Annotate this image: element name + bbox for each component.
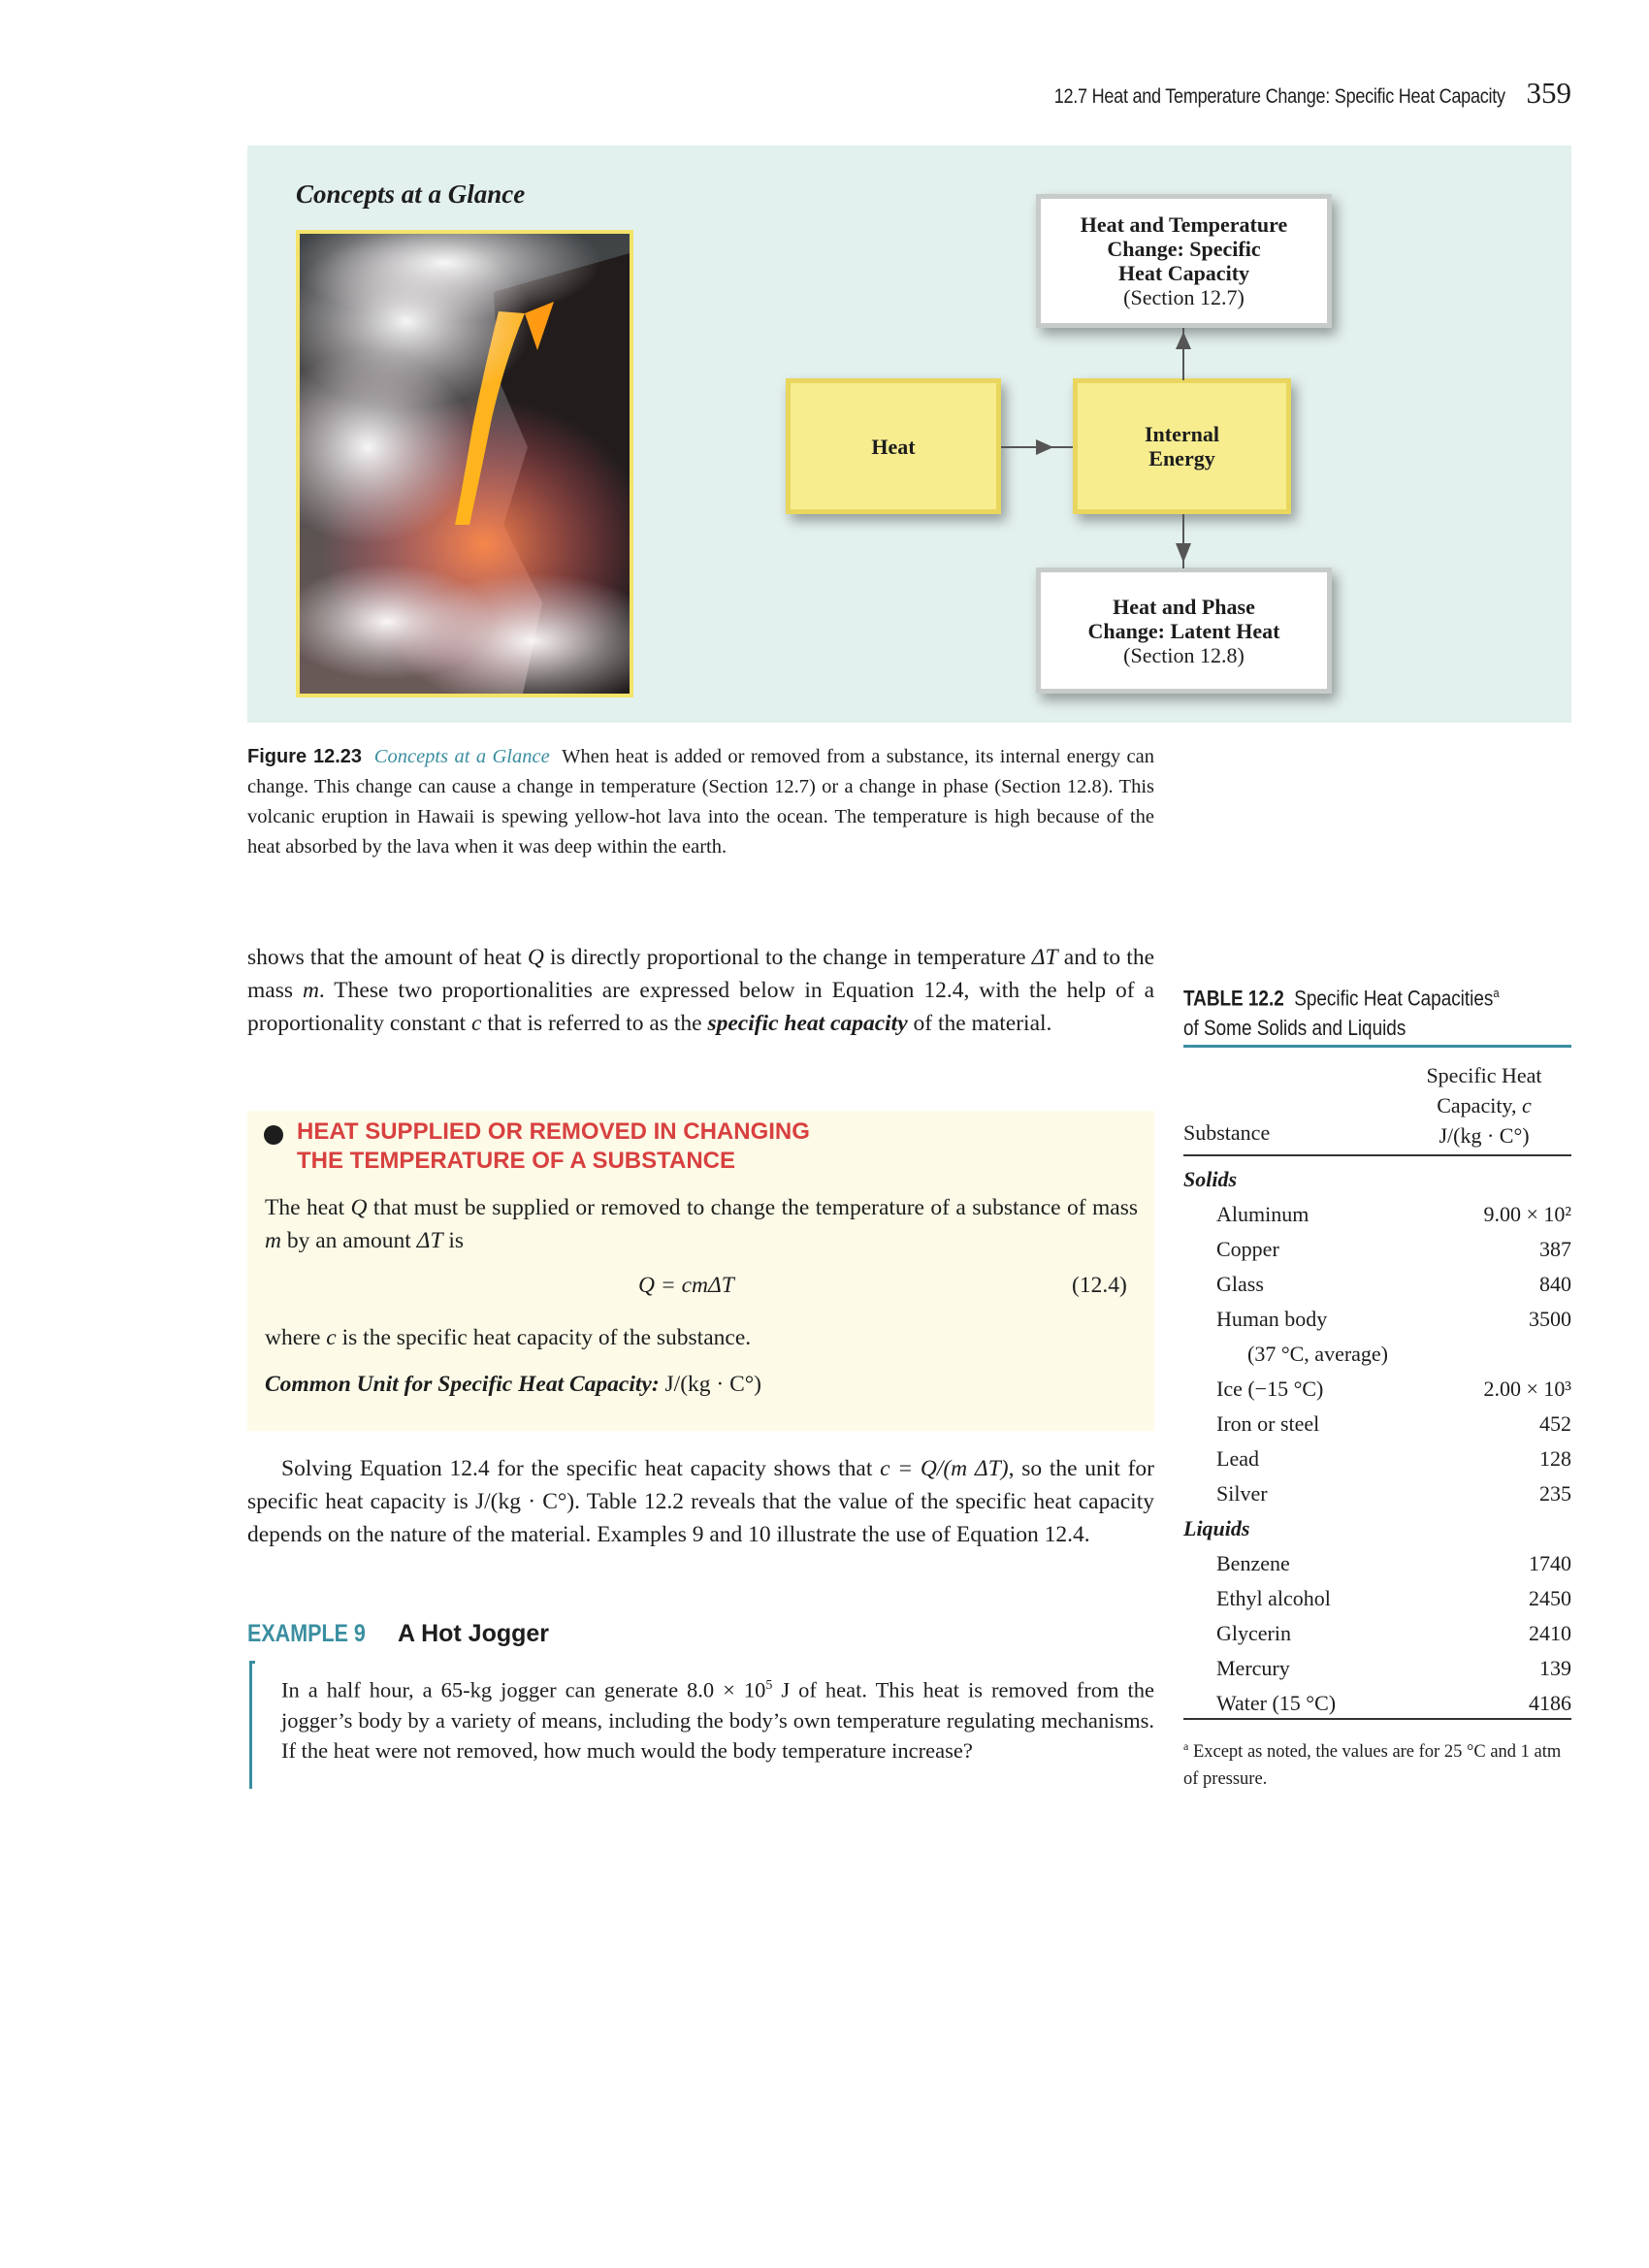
heat-box: Heat	[786, 378, 1001, 514]
section-title: 12.7 Heat and Temperature Change: Specific Heat Capacity	[1053, 85, 1505, 108]
table-footnote: $^a$ Except as noted, the values are for 25 °C and 1 atm of pressure.	[1183, 1739, 1562, 1790]
table-row: Iron or steel 452	[1216, 1411, 1571, 1436]
table-row: Ice (−15 °C) 2.00 × 10³	[1216, 1377, 1571, 1401]
example-label: EXAMPLE 9	[247, 1620, 366, 1647]
rule-where: where c is the specific heat capacity of the substance.	[265, 1325, 752, 1350]
table-group-solids: Solids	[1183, 1167, 1238, 1191]
table-row: Water (15 °C) 4186	[1216, 1691, 1571, 1715]
paragraph-intro: shows that the amount of heat Q is directly proportional to the change in temperature ΔT and to the mass m. These two proportionalities are expressed below in Equation 12.4, with the help of a proportionality constant c that is referred to as the specific heat capacity of the material.	[247, 945, 1155, 1036]
table-header-substance: Substance	[1183, 1120, 1271, 1145]
running-header	[981, 76, 1571, 111]
table-row-continuation: (37 °C, average)	[1247, 1342, 1389, 1366]
page-number: 359	[1526, 76, 1571, 110]
rule-heading: HEAT SUPPLIED OR REMOVED IN CHANGING THE TEMPERATURE OF A SUBSTANCE	[297, 1118, 810, 1174]
table-body	[1183, 1162, 1571, 1721]
figure-caption	[247, 742, 1154, 862]
arrow-heat-to-internal	[1001, 437, 1075, 458]
panel-title: Concepts at a Glance	[296, 179, 526, 209]
table-row: Human body 3500	[1216, 1307, 1571, 1331]
arrow-down-icon	[1173, 514, 1194, 568]
table-row: Lead 128	[1216, 1446, 1571, 1471]
table-header-capacity: Specific Heat Capacity, c J/(kg · C°)	[1426, 1063, 1542, 1148]
table-caption: TABLE 12.2 Specific Heat Capacities$^a$ of Some Solids and Liquids	[1183, 986, 1500, 1041]
table-top-rule	[1183, 1045, 1571, 1048]
example-title: A Hot Jogger	[398, 1620, 550, 1647]
arrow-up-icon	[1173, 328, 1194, 380]
table-row: Silver 235	[1216, 1481, 1571, 1506]
table-header-rule	[1183, 1154, 1571, 1156]
bullet-icon	[264, 1125, 283, 1145]
table-row: Glycerin 2410	[1216, 1621, 1571, 1645]
figure-label: Figure 12.23	[247, 746, 362, 767]
example-text: In a half hour, a 65-kg jogger can generate $8.0 \times 10^5$ J of heat. This heat is removed from the jogger’s body by a variety of means, including the body’s own temperature regulating mechanisms. If the heat were not removed, how much would the body temperature increase?	[281, 1677, 1154, 1763]
heat-temperature-box: Heat and Temperature Change: Specific Heat Capacity (Section 12.7)	[1036, 194, 1332, 328]
table-bottom-rule	[1183, 1718, 1571, 1720]
example-bracket	[249, 1661, 255, 1789]
table-row: Mercury 139	[1216, 1656, 1571, 1680]
equation-number: (12.4)	[1072, 1273, 1127, 1298]
table-group-liquids: Liquids	[1183, 1516, 1250, 1540]
table-row: Aluminum 9.00 × 10²	[1216, 1202, 1571, 1226]
table-row: Benzene 1740	[1216, 1551, 1571, 1575]
rule-unit: Common Unit for Specific Heat Capacity: J/(kg · C°)	[265, 1372, 762, 1397]
figure-label-italic: Concepts at a Glance	[373, 746, 550, 767]
table-row: Copper 387	[1216, 1237, 1571, 1261]
rule-statement: The heat Q that must be supplied or removed to change the temperature of a substance of mass m by an amount ΔT is	[265, 1195, 1138, 1253]
table-row: Ethyl alcohol 2450	[1216, 1586, 1571, 1610]
heat-phase-box: Heat and Phase Change: Latent Heat (Section 12.8)	[1036, 567, 1332, 694]
equation: Q = cmΔT	[638, 1273, 734, 1298]
figure-caption-text: When heat is added or removed from a substance, its internal energy can change. This change can cause a change in temperature (Section 12.7) or a change in phase (Section 12.8). This volcanic eruption in Hawaii is spewing yellow-hot lava into the ocean. The temperature is high because of the heat absorbed by the lava when it was deep within the earth.	[247, 746, 1154, 858]
internal-energy-box: Internal Energy	[1073, 378, 1291, 514]
paragraph-solving: Solving Equation 12.4 for the specific heat capacity shows that c = Q/(m ΔT), so the unit for specific heat capacity is J/(kg · C°). Table 12.2 reveals that the value of the specific heat capacity depends on the nature of the material. Examples 9 and 10 illustrate the use of Equation 12.4.	[247, 1456, 1154, 1547]
lava-photo	[296, 230, 633, 697]
table-row: Glass 840	[1216, 1272, 1571, 1296]
